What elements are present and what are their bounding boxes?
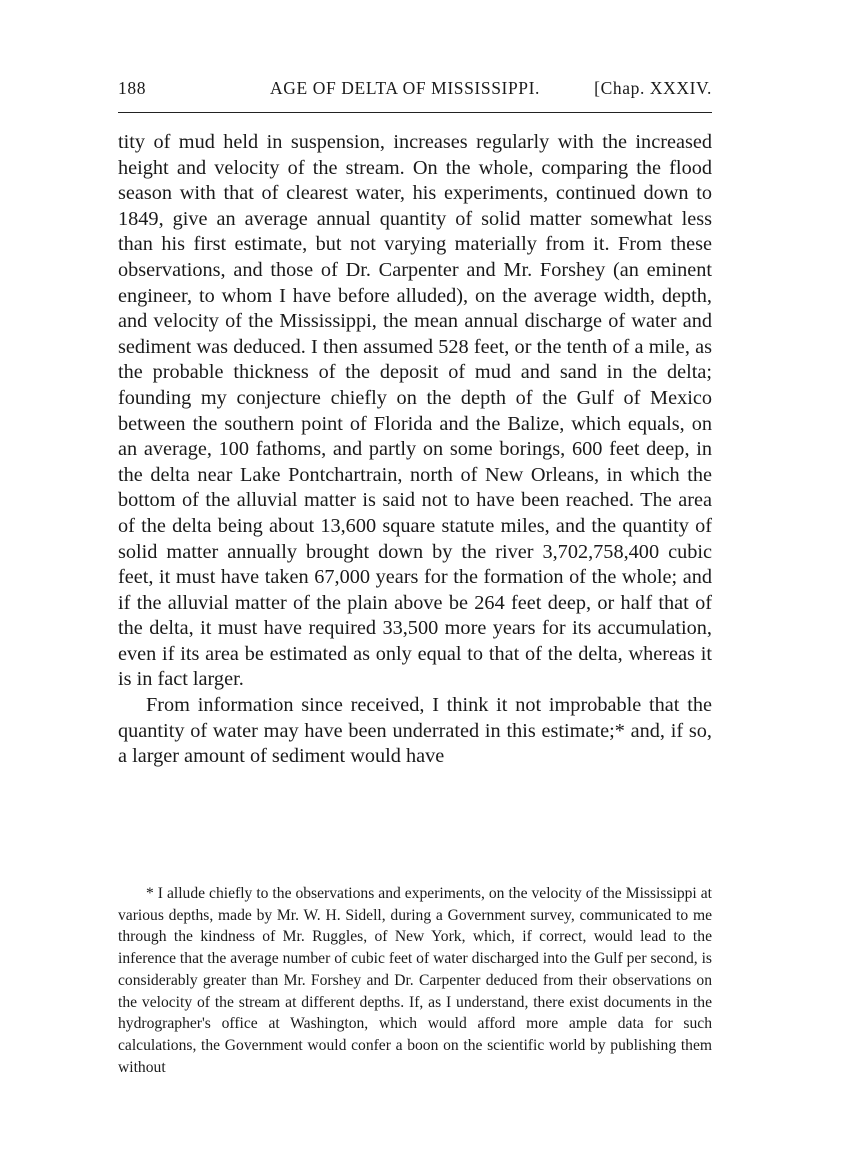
running-head bbox=[118, 78, 712, 108]
page-number: 188 bbox=[118, 78, 147, 98]
header-rule bbox=[118, 112, 712, 113]
body-text bbox=[118, 130, 712, 770]
chapter-reference: [Chap. XXXIV. bbox=[594, 78, 712, 98]
running-title: AGE OF DELTA OF MISSISSIPPI. bbox=[270, 78, 541, 98]
footnote-text: * I allude chiefly to the observations and experiments, on the velocity of the Mississippi at various depths, made by Mr. W. H. Sidell, during a Government survey, communicated to me through the kindness of Mr. Ruggles, of New York, which, if correct, would lead to the inference that the average number of cubic feet of water discharged into the Gulf per second, is considerably greater than Mr. Forshey and Dr. Carpenter deduced from their observations on the velocity of the stream at different depths. If, as I understand, there exist documents in the hydrographer's office at Washington, which would afford more ample data for such calculations, the Government would confer a boon on the scientific world by publishing them without bbox=[118, 885, 712, 1076]
page-content bbox=[118, 78, 712, 1076]
paragraph: tity of mud held in suspension, increases regularly with the increased height and velocity of the stream. On the whole, comparing the flood season with that of clearest water, his experiments, continued down to 1849, give an average annual quantity of solid matter somewhat less than his first estimate, but not varying materially from it. From these observations, and those of Dr. Carpenter and Mr. Forshey (an eminent engineer, to whom I have before alluded), on the average width, depth, and velocity of the Mississippi, the mean annual discharge of water and sediment was deduced. I then assumed 528 feet, or the tenth of a mile, as the probable thickness of the deposit of mud and sand in the delta; founding my conjecture chiefly on the depth of the Gulf of Mexico between the southern point of Florida and the Balize, which equals, on an average, 100 fathoms, and partly on some borings, 600 feet deep, in the delta near Lake Pontchartrain, north of New Orleans, in which the bottom of the alluvial matter is said not to have been reached. The area of the delta being about 13,600 square statute miles, and the quantity of solid matter annually brought down by the river 3,702,758,400 cubic feet, it must have taken 67,000 years for the formation of the whole; and if the alluvial matter of the plain above be 264 feet deep, or half that of the delta, it must have required 33,500 more years for its accumulation, even if its area be estimated as only equal to that of the delta, whereas it is in fact larger. bbox=[118, 131, 712, 691]
paragraph: From information since received, I think it not improbable that the quantity of water may have been underrated in this estimate;* and, if so, a larger amount of sediment would have bbox=[118, 694, 712, 768]
footnote bbox=[118, 883, 712, 1078]
